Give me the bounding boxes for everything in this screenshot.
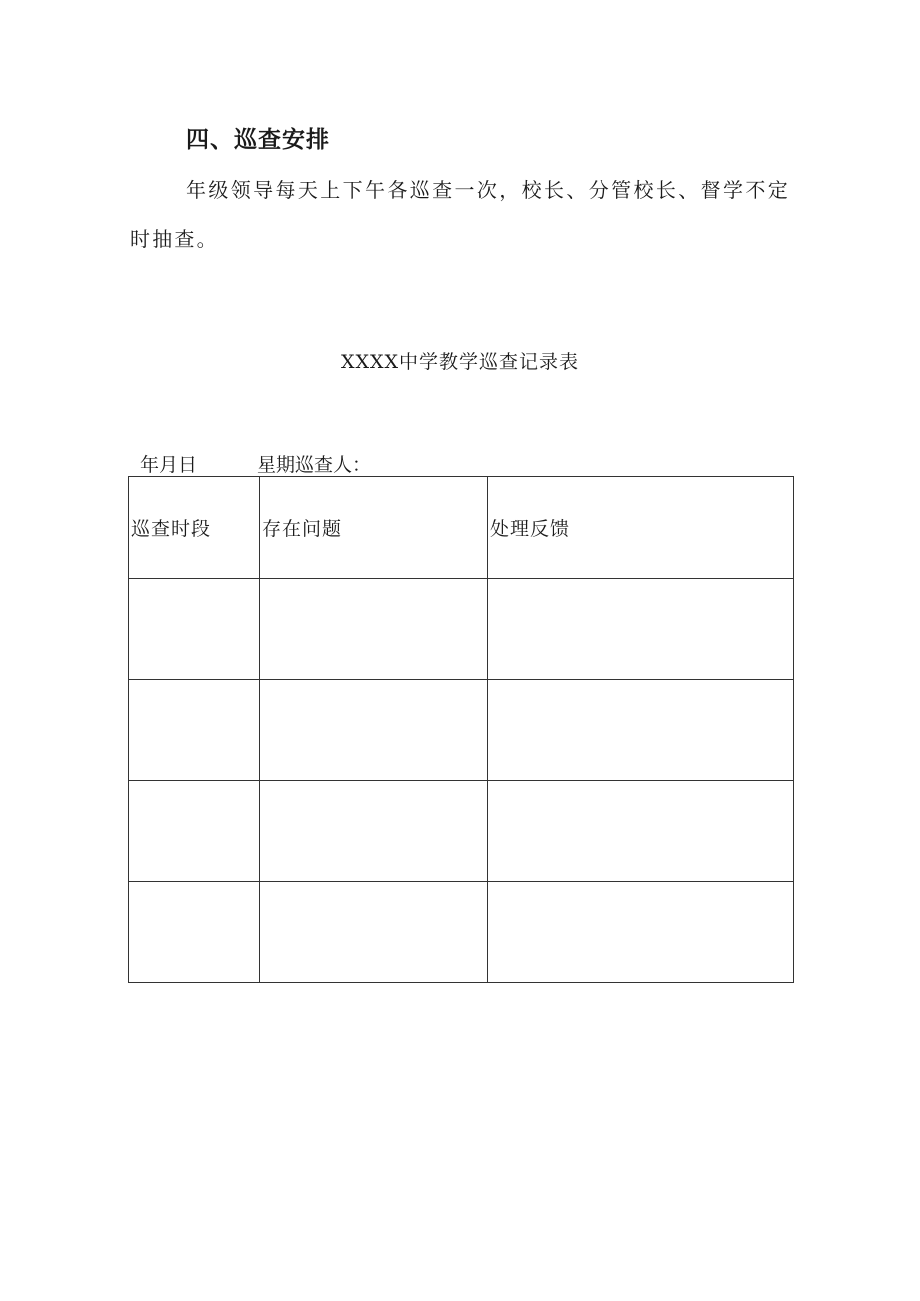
table-cell[interactable]: [129, 680, 260, 781]
table-cell[interactable]: [488, 882, 794, 983]
table-cell[interactable]: [129, 882, 260, 983]
inspection-record-table: [128, 476, 794, 983]
header-label: 存在问题: [262, 518, 343, 540]
table-cell[interactable]: [488, 781, 794, 882]
record-table-title: XXXX中学教学巡查记录表: [340, 351, 580, 373]
header-cell-issues: [260, 477, 488, 579]
header-label: 处理反馈: [490, 518, 571, 540]
section-heading: 四、巡查安排: [186, 127, 330, 153]
table-cell[interactable]: [260, 680, 488, 781]
table-cell[interactable]: [260, 579, 488, 680]
header-cell-time-period: [129, 477, 260, 579]
table-cell[interactable]: [260, 882, 488, 983]
table-row: [129, 680, 794, 781]
weekday-inspector-label: 星期巡查人：: [257, 454, 372, 476]
inspection-arrangement-paragraph: 年级领导每天上下午各巡查一次，校长、分管校长、督学不定时抽查。: [130, 178, 790, 251]
table-row: [129, 781, 794, 882]
table-row: [129, 579, 794, 680]
table-header-row: [129, 477, 794, 579]
table-cell[interactable]: [129, 579, 260, 680]
record-meta-line: [140, 450, 371, 477]
table-cell[interactable]: [260, 781, 488, 882]
table-row: [129, 882, 794, 983]
date-label: 年月日: [140, 454, 198, 476]
table-cell[interactable]: [488, 680, 794, 781]
header-label: 巡查时段: [131, 518, 212, 540]
table-cell[interactable]: [488, 579, 794, 680]
header-cell-feedback: [488, 477, 794, 579]
table-cell[interactable]: [129, 781, 260, 882]
